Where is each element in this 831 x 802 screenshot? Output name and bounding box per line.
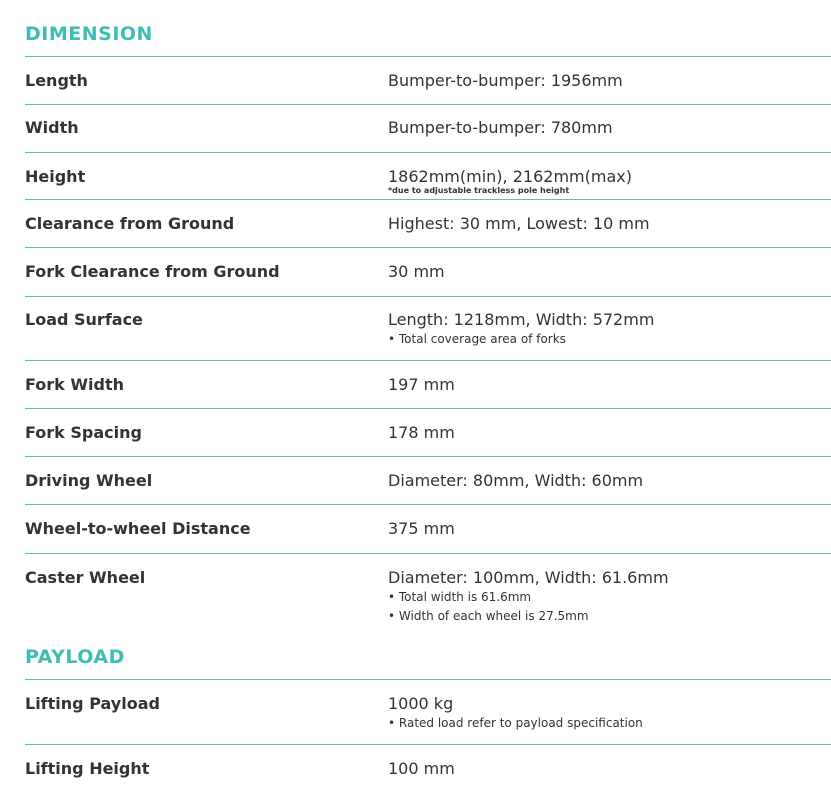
spec-value — [388, 71, 623, 90]
spec-label: Load Surface — [25, 310, 143, 329]
spec-value — [388, 375, 455, 394]
spec-footnote: *due to adjustable trackless pole height — [388, 186, 570, 195]
divider — [25, 296, 831, 297]
spec-label: Driving Wheel — [25, 471, 153, 490]
spec-label: Fork Clearance from Ground — [25, 262, 280, 281]
divider — [25, 247, 831, 248]
spec-value — [388, 118, 613, 137]
spec-value-main: 1000 kg — [388, 694, 454, 713]
spec-value-main: 197 mm — [388, 375, 455, 394]
spec-value — [388, 694, 643, 733]
section-title-payload: PAYLOAD — [25, 646, 125, 668]
divider — [25, 56, 831, 57]
section-title-dimension: DIMENSION — [25, 23, 153, 45]
divider — [25, 199, 831, 200]
spec-value — [388, 167, 632, 195]
spec-value — [388, 471, 643, 490]
divider — [25, 504, 831, 505]
spec-note: • Rated load refer to payload specification — [388, 716, 643, 730]
divider — [25, 553, 831, 554]
spec-value-main: Length: 1218mm, Width: 572mm — [388, 310, 655, 329]
spec-label: Height — [25, 167, 86, 186]
spec-value-main: 375 mm — [388, 519, 455, 538]
spec-value-main: Highest: 30 mm, Lowest: 10 mm — [388, 214, 650, 233]
spec-label: Caster Wheel — [25, 568, 146, 587]
spec-label: Length — [25, 71, 88, 90]
divider — [25, 152, 831, 153]
divider — [25, 408, 831, 409]
spec-label: Wheel-to-wheel Distance — [25, 519, 251, 538]
spec-value-main: Diameter: 80mm, Width: 60mm — [388, 471, 644, 490]
spec-value-main: Bumper-to-bumper: 1956mm — [388, 71, 623, 90]
divider — [25, 679, 831, 680]
spec-value — [388, 568, 669, 626]
spec-note: • Width of each wheel is 27.5mm — [388, 609, 589, 623]
spec-note: • Total coverage area of forks — [388, 332, 566, 346]
spec-value — [388, 759, 455, 778]
spec-value-main: 178 mm — [388, 423, 455, 442]
spec-value-main: Diameter: 100mm, Width: 61.6mm — [388, 568, 669, 587]
spec-label: Fork Spacing — [25, 423, 142, 442]
divider — [25, 104, 831, 105]
spec-value — [388, 310, 654, 349]
spec-value-main: 100 mm — [388, 759, 455, 778]
spec-value-main: 1862mm(min), 2162mm(max) — [388, 167, 632, 186]
spec-value — [388, 214, 650, 233]
spec-value-main: Bumper-to-bumper: 780mm — [388, 118, 613, 137]
spec-value-main: 30 mm — [388, 262, 445, 281]
divider — [25, 456, 831, 457]
divider — [25, 744, 831, 745]
spec-label: Fork Width — [25, 375, 124, 394]
spec-value — [388, 519, 455, 538]
spec-label: Lifting Height — [25, 759, 150, 778]
spec-value — [388, 423, 455, 442]
spec-note: • Total width is 61.6mm — [388, 590, 532, 604]
spec-value — [388, 262, 445, 281]
spec-label: Width — [25, 118, 79, 137]
divider — [25, 360, 831, 361]
spec-label: Lifting Payload — [25, 694, 160, 713]
spec-label: Clearance from Ground — [25, 214, 235, 233]
